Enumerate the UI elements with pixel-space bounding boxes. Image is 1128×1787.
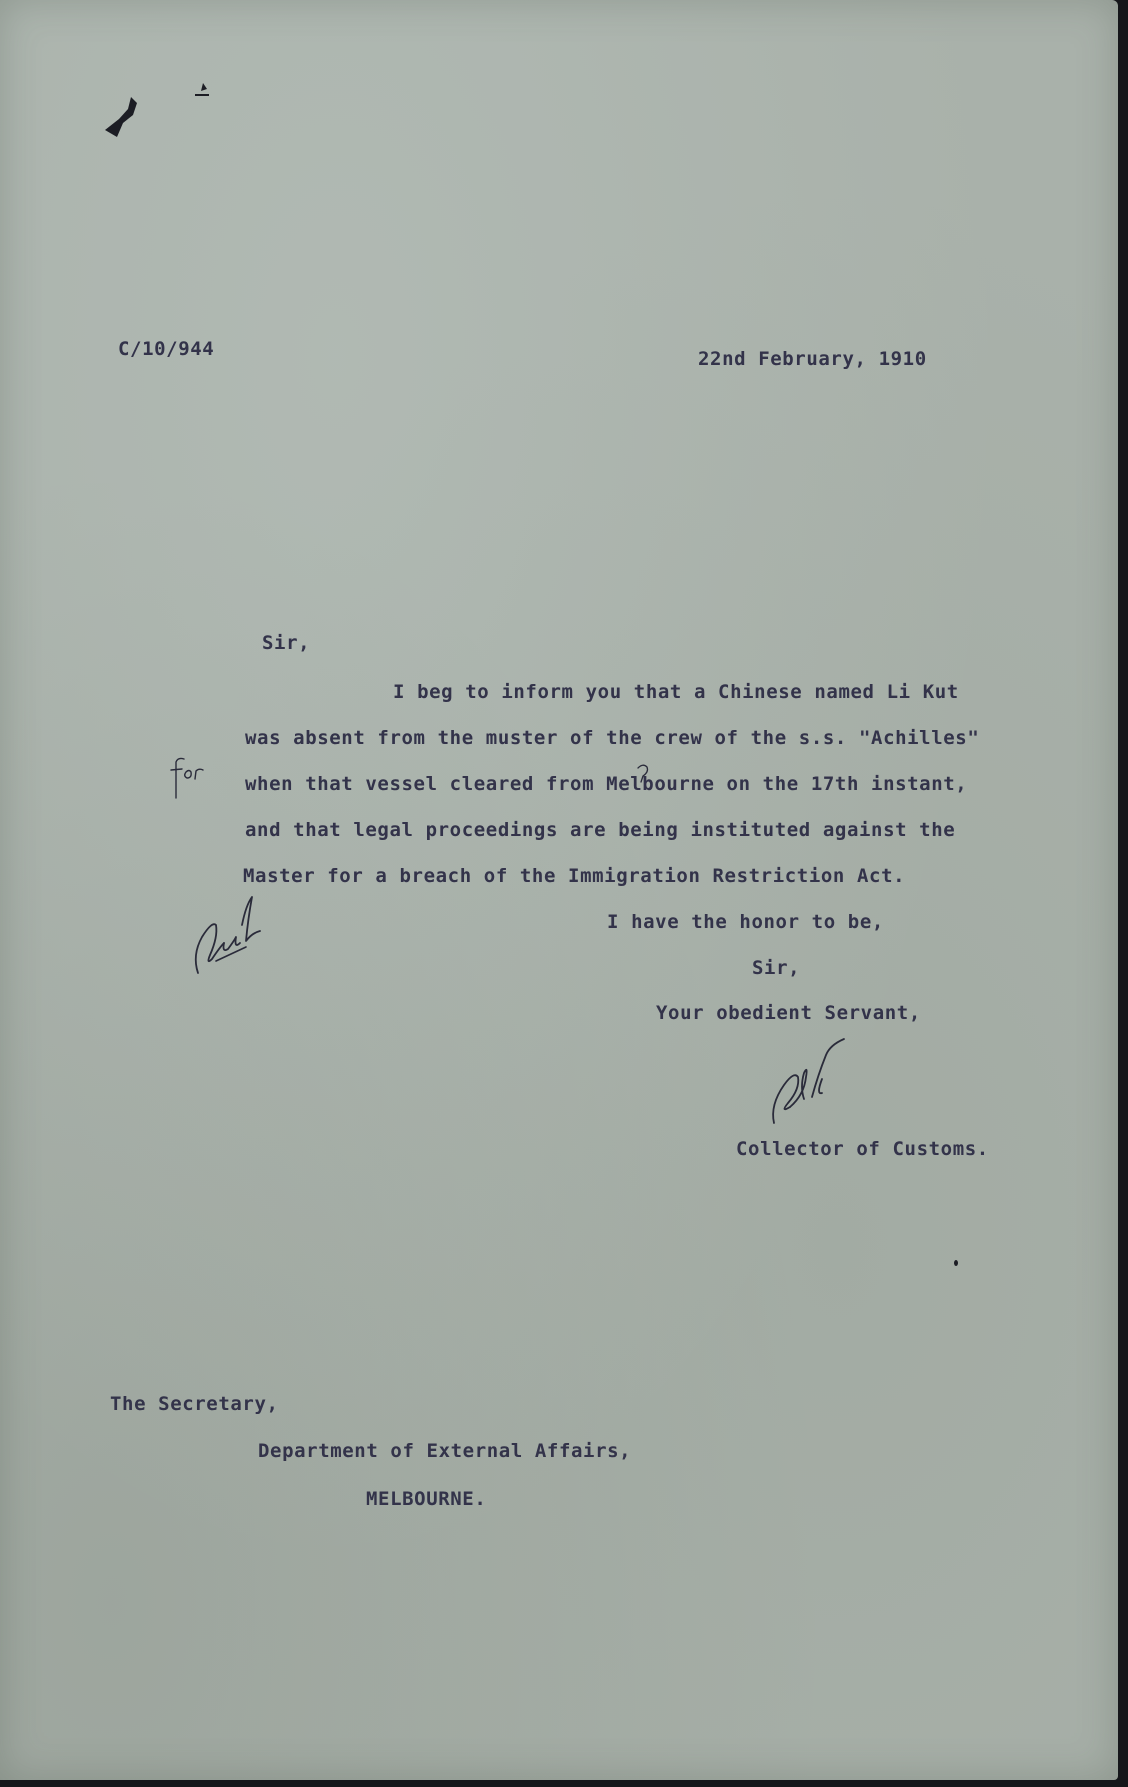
letter-date: 22nd February, 1910 <box>698 348 927 370</box>
closing-line-2: Sir, <box>752 957 801 979</box>
body-line-4: and that legal proceedings are being instituted against the <box>245 819 956 841</box>
body-line-3: when that vessel cleared from Melbourne on the 17th instant, <box>245 773 968 795</box>
question-mark-annotation <box>632 762 654 792</box>
signature <box>760 1035 860 1135</box>
addressee-line-3: MELBOURNE. <box>366 1488 487 1510</box>
body-line-1: I beg to inform you that a Chinese named Li Kut <box>393 681 959 703</box>
body-line-5: Master for a breach of the Immigration Restriction Act. <box>243 865 906 887</box>
salutation: Sir, <box>262 632 311 654</box>
margin-annotation-for <box>168 754 208 804</box>
handwritten-initials <box>190 885 280 985</box>
closing-line-3: Your obedient Servant, <box>656 1002 921 1024</box>
reference-number: C/10/944 <box>118 338 215 360</box>
signatory-title: Collector of Customs. <box>736 1138 989 1160</box>
closing-line-1: I have the honor to be, <box>607 911 884 933</box>
ink-dot <box>952 1258 960 1268</box>
body-line-2: was absent from the muster of the crew of the s.s. "Achilles" <box>245 727 980 749</box>
addressee-line-1: The Secretary, <box>110 1393 279 1415</box>
ink-smudge-mark <box>95 75 215 145</box>
addressee-line-2: Department of External Affairs, <box>258 1440 632 1462</box>
